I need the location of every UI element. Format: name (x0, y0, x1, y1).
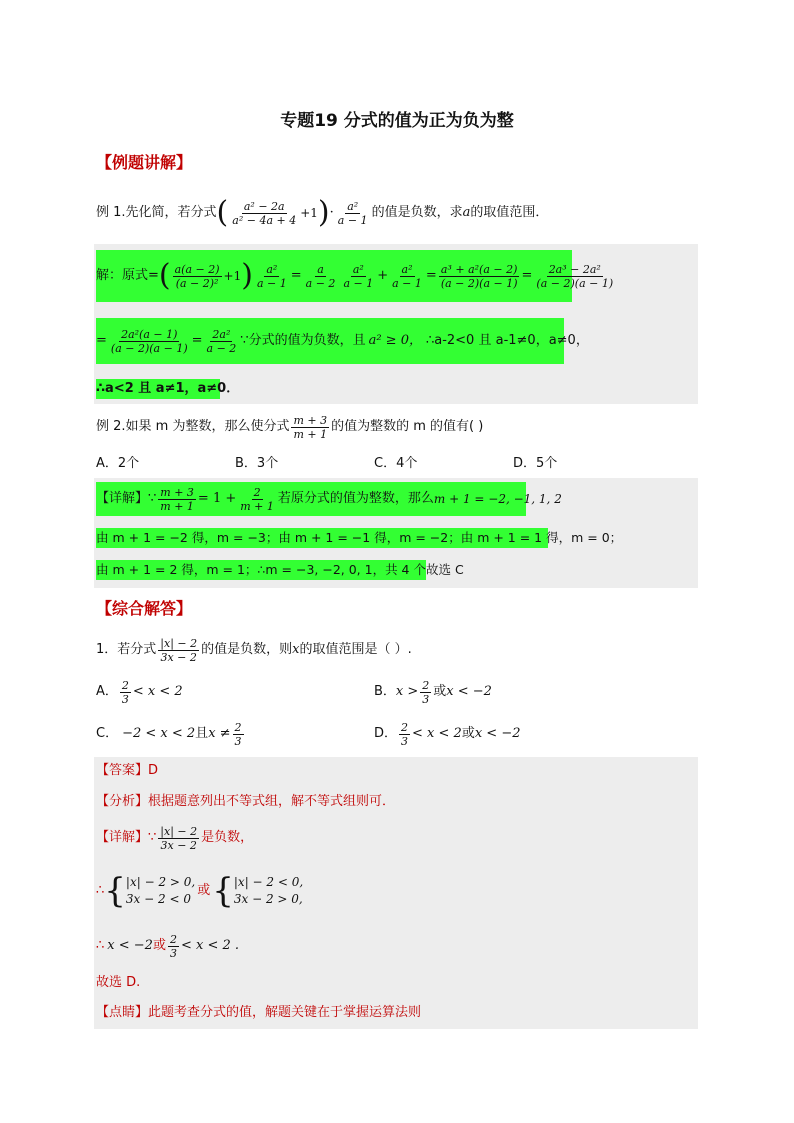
math-plus: +1 (223, 269, 242, 283)
math-plus: +1 (300, 206, 318, 220)
example2-detail-line2: 由 m + 1 = −2 得，m = −3；由 m + 1 = −1 得，m = −2；由 m + 1 = 1 得，m = 0； (96, 528, 548, 548)
answer-label: 【答案】 (96, 763, 149, 778)
fraction: $\frac{m + 3}{m + 1}$ (160, 485, 194, 513)
math-expr: x > (395, 684, 419, 699)
math-eq: = (521, 268, 533, 283)
detail-suffix: 是负数， (201, 830, 254, 845)
detail-label: 【详解】∵ (96, 491, 157, 506)
math-eq: = (425, 268, 437, 283)
fraction: $\frac{\text{2a²(a − 1)}}{(a - 2)(a - 1)}$ (110, 327, 188, 355)
point-text: 此题考查分式的值，解题关键在于掌握运算法则 (148, 1005, 422, 1020)
example2-question (96, 410, 483, 444)
example2-detail-line3: 由 m + 1 = 2 得，m = 1；∴m = −3, −2, 0, 1，共 4 个故选 C (96, 560, 426, 580)
system-case-2: |x| − 2 < 0, 3x − 2 > 0, (233, 875, 304, 906)
example1-var: a (462, 205, 471, 220)
brace: { (212, 871, 234, 911)
answer-value: D (148, 763, 159, 778)
question1 (96, 632, 412, 668)
example1-solution-line3: ∴a<2 且 a≠1，a≠0． (96, 379, 220, 399)
q1-option-b (374, 674, 492, 710)
question1-suffix2: 的取值范围是（ ）. (299, 642, 412, 657)
math-expr: < x < 2 . (180, 938, 240, 953)
analysis-line (96, 793, 395, 811)
example1-prefix: 例 1.先化简，若分式 (96, 205, 217, 220)
math-expr: x ≠ (208, 726, 231, 741)
math-dot: · (329, 205, 334, 220)
option-label: C． (96, 726, 119, 741)
option-connector: 且 (195, 726, 209, 741)
paren-open: ( (158, 258, 171, 293)
therefore-symbol: ∴ (96, 938, 105, 953)
option-label: B． (374, 684, 396, 699)
fraction: $\frac{\text{a²}}{a - 1}$ (337, 199, 368, 227)
detail-label: 【详解】 (96, 830, 149, 845)
math-eq: = (290, 268, 302, 283)
option-d: D．5个 (513, 456, 558, 471)
math-expr: x < −2 (474, 726, 521, 741)
option-label: A． (96, 684, 118, 699)
option-connector: 或 (433, 684, 447, 699)
fraction: $\frac{\text{a²}}{a - 1}$ (256, 262, 287, 290)
paren-open: ( (216, 195, 229, 230)
fraction: $\frac{m + 3}{m + 1}$ (293, 413, 328, 441)
fraction: $\frac{a(a - 2)}{\text{(a − 2)²}}$ (174, 262, 220, 290)
analysis-label: 【分析】 (96, 794, 149, 809)
result-line (96, 928, 239, 964)
result-connector: 或 (152, 938, 166, 953)
option-label: D． (374, 726, 398, 741)
example2-detail-line1 (96, 482, 562, 516)
question1-var: x (292, 642, 300, 657)
point-line (96, 1004, 421, 1022)
fraction: $\frac{\text{a³ + a²(a − 2)}}{(a - 2)(a - 1)}$ (440, 262, 518, 290)
fraction: $\frac{\text{a² − 2a}}{\text{a² − 4a + 4}}$ (232, 199, 297, 227)
math-plus: + (377, 268, 389, 283)
or-text: 或 (197, 883, 211, 898)
solution-label: 解：原式= (96, 268, 159, 283)
answer-line (96, 762, 158, 780)
q1-option-d (374, 716, 520, 752)
example1-question (96, 193, 548, 233)
fraction: $\frac{|x| - 2}{3x - 2}$ (160, 824, 198, 852)
math-expr: x < −2 (107, 938, 153, 953)
solution-line2-cond: a² ≥ 0， (368, 333, 422, 348)
paren-close: ) (241, 258, 253, 293)
q1-option-a (96, 674, 183, 710)
analysis-text: 根据题意列出不等式组，解不等式组则可． (148, 794, 396, 809)
therefore-symbol: ∴ (96, 883, 105, 898)
solution-line2-text: ∵分式的值为负数，且 (240, 333, 366, 348)
question1-prefix: 1．若分式 (96, 642, 157, 657)
fraction: $\frac{\text{a²}}{a - 1}$ (392, 262, 422, 290)
example1-suffix: 的值是负数，求 (371, 205, 463, 220)
option-connector: 或 (461, 726, 475, 741)
math-expr: −2 < x < 2 (122, 726, 196, 741)
option-b: B．3个 (235, 456, 279, 471)
detail-vals: m + 1 = −2, −1, 1, 2 (433, 492, 562, 506)
page-title: 专题19 分式的值为正为负为整 (280, 111, 514, 131)
point-label: 【点睛】 (96, 1005, 149, 1020)
math-eq: = (96, 333, 107, 348)
math-expr: < x < 2 (412, 726, 462, 741)
fraction: $\frac{2}{3}$ (121, 678, 129, 706)
fraction: $\frac{2}{3}$ (234, 720, 242, 748)
math-expr: < x < 2 (132, 684, 183, 699)
example2-suffix: 的值为整数的 m 的值有( ) (331, 419, 484, 434)
system-case-1: |x| − 2 > 0, 3x − 2 < 0 (125, 875, 196, 906)
fraction: $\frac{2}{m + 1}$ (240, 485, 274, 513)
choose-line: 故选 D. (96, 975, 141, 990)
math-expr: x < −2 (446, 684, 492, 699)
solution-line2-tail: ∴a-2<0 且 a-1≠0，a≠0， (425, 333, 589, 348)
brace: { (104, 871, 126, 911)
example1-solution-line2 (96, 318, 589, 364)
option-c: C．4个 (374, 456, 418, 471)
fraction: $\frac{2}{3}$ (422, 678, 430, 706)
example1-solution-line1 (96, 250, 614, 302)
fraction: $\frac{\text{2a³ − 2a²}}{(a - 2)(a - 1)}$ (536, 262, 614, 290)
example1-suffix2: 的取值范围． (470, 205, 549, 220)
section-heading-examples: 【例题讲解】 (96, 153, 193, 172)
q1-option-c (96, 716, 246, 752)
paren-close: ) (317, 195, 330, 230)
option-a: A．2个 (96, 456, 140, 471)
because-symbol: ∵ (148, 830, 157, 845)
inequality-system (96, 868, 303, 914)
fraction: $\frac{|x| - 2}{3x - 2}$ (160, 636, 198, 664)
question1-suffix: 的值是负数，则 (201, 642, 293, 657)
fraction: $\frac{2}{3}$ (401, 720, 409, 748)
math-eq: = 1 + (197, 491, 237, 506)
math-eq: = (191, 333, 203, 348)
example2-prefix: 例 2.如果 m 为整数，那么使分式 (96, 419, 290, 434)
section-heading-exercises: 【综合解答】 (96, 599, 193, 618)
fraction: $\frac{\text{2a²}}{a - 2}$ (206, 327, 237, 355)
fraction: $\frac{2}{3}$ (169, 932, 177, 960)
detail-line (96, 820, 253, 856)
fraction: $\frac{\text{a²}}{a - 1}$ (343, 262, 374, 290)
fraction: $\frac{a}{a - 2}$ (305, 262, 336, 290)
detail-mid: 若原分式的值为整数，那么 (277, 491, 434, 506)
